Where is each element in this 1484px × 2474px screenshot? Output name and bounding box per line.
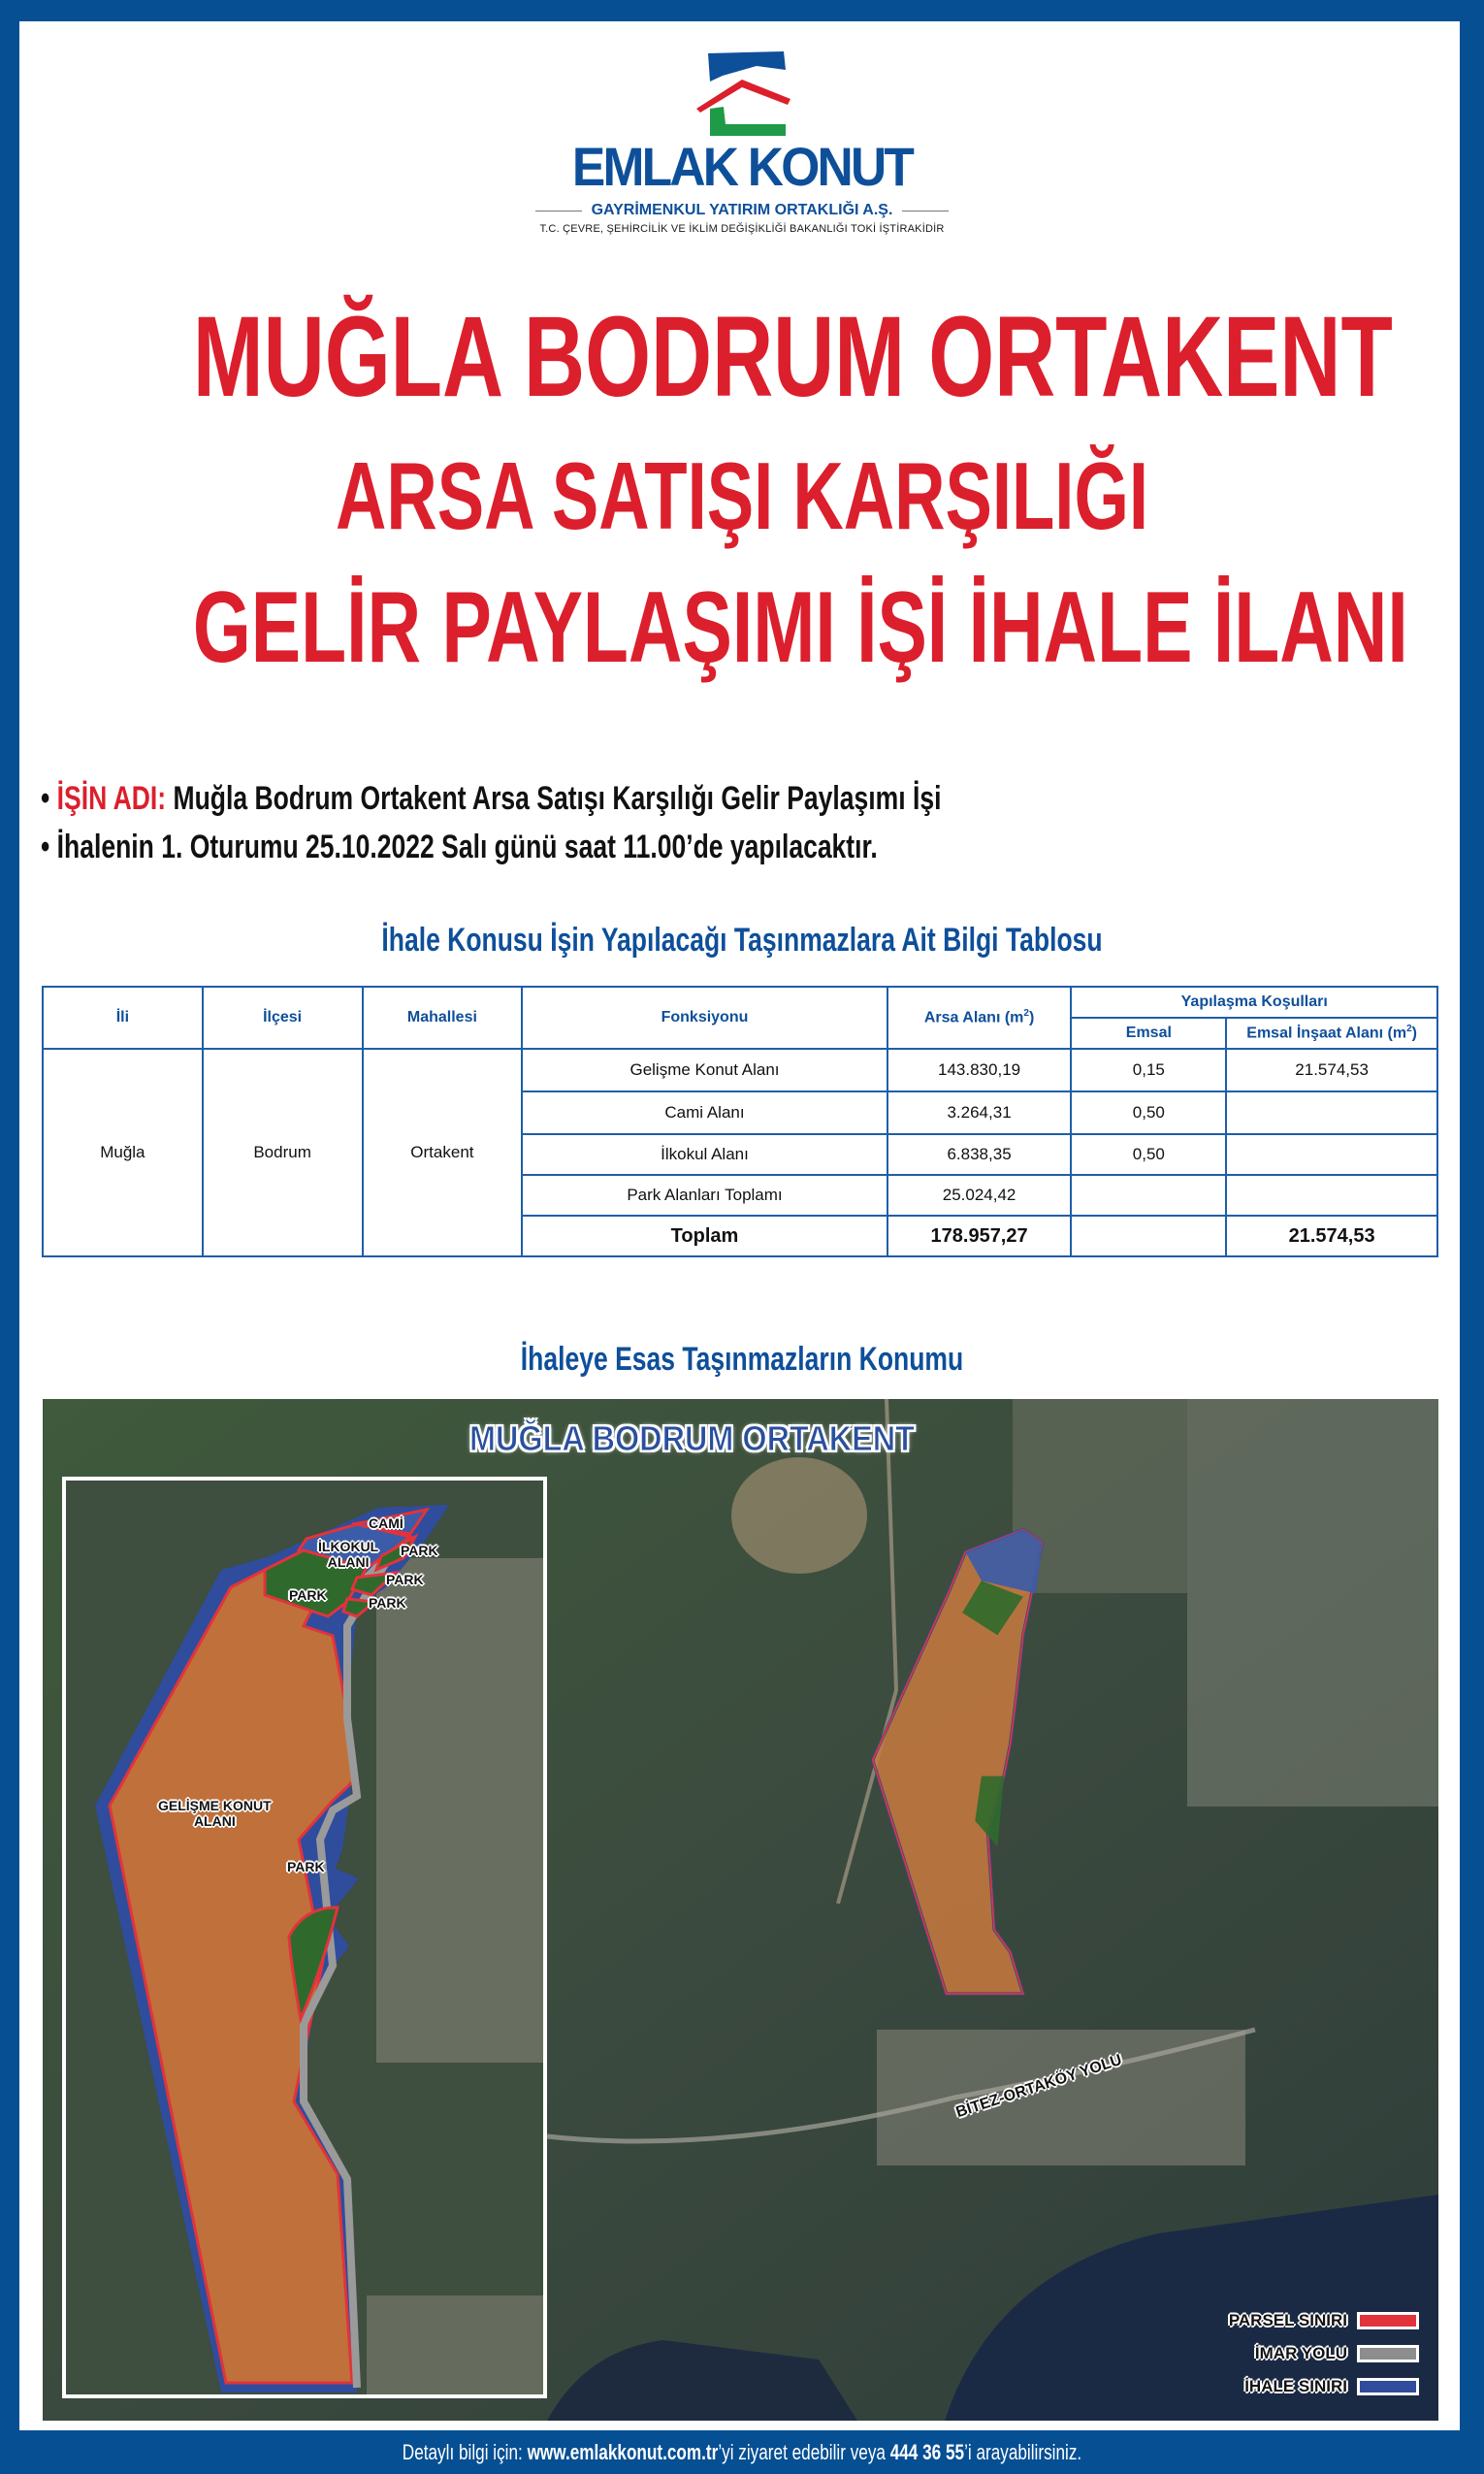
cell-emsal: 0,50: [1071, 1091, 1226, 1134]
label-park: PARK: [401, 1543, 438, 1558]
bullet-item: • İŞİN ADI: Muğla Bodrum Ortakent Arsa Satışı Karşılığı Gelir Paylaşımı İşi: [41, 780, 942, 817]
satellite-map: [43, 1399, 1438, 2421]
house-logo-icon: [669, 49, 815, 136]
headline-line-2: ARSA SATIŞI KARŞILIĞI: [335, 442, 1149, 549]
label-ilkokul-line1: İLKOKUL: [318, 1539, 379, 1554]
cell-emsal: [1071, 1175, 1226, 1216]
label-park: PARK: [369, 1595, 406, 1611]
header-emsal-insaat-text: Emsal İnşaat Alanı (m: [1246, 1025, 1407, 1042]
cell-emsal-insaat: [1226, 1091, 1437, 1134]
label-ilkokul: [318, 1539, 378, 1570]
legend-item: [1196, 2370, 1419, 2403]
header-arsa-alani-text: Arsa Alanı (m: [923, 1009, 1024, 1026]
divider: [535, 211, 582, 212]
headline-line-3: GELİR PAYLAŞIMI İŞİ İHALE İLANI: [192, 571, 1408, 684]
cell-arsa-alani: 143.830,19: [887, 1049, 1072, 1091]
label-cami: CAMİ: [369, 1515, 403, 1531]
legend-label: İMAR YOLU: [1254, 2344, 1347, 2362]
header-il: İli: [43, 987, 203, 1049]
header-fonksiyon: Fonksiyonu: [522, 987, 887, 1049]
cell-il: Muğla: [43, 1049, 203, 1256]
bullet-text: Muğla Bodrum Ortakent Arsa Satışı Karşılığı Gelir Paylaşımı İşi: [173, 780, 942, 817]
brand-name: EMLAK KONUT: [571, 136, 913, 197]
inset-map-drawing: [66, 1481, 543, 2394]
cell-emsal: 0,50: [1071, 1134, 1226, 1175]
superscript: 2: [1023, 1008, 1029, 1020]
property-info-table: [42, 986, 1438, 1257]
divider: [902, 211, 949, 212]
bullet-list: [41, 774, 941, 871]
footer-middle: ’yi ziyaret edebilir veya: [718, 2440, 890, 2464]
road-label: BİTEZ-ORTAKÖY YOLU: [953, 2051, 1124, 2122]
brand-subtitle: GAYRİMENKUL YATIRIM ORTAKLIĞI A.Ş.: [591, 202, 893, 218]
cell-total-emsal-insaat: 21.574,53: [1226, 1216, 1437, 1256]
label-gelisme-line1: GELİŞME KONUT: [158, 1798, 272, 1813]
legend-label: İHALE SINIRI: [1244, 2377, 1347, 2395]
cell-fonksiyon: Park Alanları Toplamı: [522, 1175, 887, 1216]
bullet-text: İhalenin 1. Oturumu 25.10.2022 Salı günü saat 11.00’de yapılacaktır.: [56, 829, 878, 865]
footer-prefix: Detaylı bilgi için:: [402, 2440, 528, 2464]
header-emsal: Emsal: [1071, 1018, 1226, 1049]
cell-emsal-insaat: [1226, 1175, 1437, 1216]
cell-arsa-alani: 3.264,31: [887, 1091, 1072, 1134]
header-yapilasma: Yapılaşma Koşulları: [1071, 987, 1437, 1018]
cell-emsal-insaat: 21.574,53: [1226, 1049, 1437, 1091]
cell-emsal-insaat: [1226, 1134, 1437, 1175]
brand-subtitle-row: [0, 202, 1484, 219]
cell-arsa-alani: 6.838,35: [887, 1134, 1072, 1175]
cell-total-label: Toplam: [522, 1216, 887, 1256]
paren: ): [1411, 1025, 1417, 1042]
footer-suffix: ’i arayabilirsiniz.: [964, 2440, 1082, 2464]
bullet-label: İŞİN ADI:: [56, 780, 167, 817]
headline-line-1: MUĞLA BODRUM ORTAKENT: [192, 293, 1393, 421]
label-ilkokul-line2: ALANI: [327, 1554, 370, 1570]
header-arsa-alani: [887, 987, 1072, 1049]
label-park: PARK: [386, 1572, 424, 1587]
header-mahalle: Mahallesi: [363, 987, 523, 1049]
cell-emsal: 0,15: [1071, 1049, 1226, 1091]
cell-total-arsa: 178.957,27: [887, 1216, 1072, 1256]
legend-label: PARSEL SINIRI: [1228, 2311, 1347, 2329]
footer-contact: [163, 2440, 1320, 2465]
inset-detail-map: [62, 1477, 547, 2398]
table-heading: İhale Konusu İşin Yapılacağı Taşınmazlara Ait Bilgi Tablosu: [381, 922, 1103, 959]
label-park: PARK: [289, 1587, 327, 1603]
map-title: MUĞLA BODRUM ORTAKENT: [469, 1418, 915, 1458]
map-heading: İhaleye Esas Taşınmazların Konumu: [520, 1341, 964, 1378]
emlak-konut-logo: [0, 49, 1484, 235]
cell-fonksiyon: İlkokul Alanı: [522, 1134, 887, 1175]
table-row: [43, 1049, 1437, 1091]
label-park: PARK: [287, 1859, 325, 1874]
header-ilce: İlçesi: [203, 987, 363, 1049]
cell-ilce: Bodrum: [203, 1049, 363, 1256]
cell-mahalle: Ortakent: [363, 1049, 523, 1256]
label-gelisme-konut: [158, 1798, 272, 1829]
cell-total-emsal: [1071, 1216, 1226, 1256]
cell-arsa-alani: 25.024,42: [887, 1175, 1072, 1216]
label-gelisme-line2: ALANI: [193, 1813, 236, 1829]
brand-affiliation: T.C. ÇEVRE, ŞEHİRCİLİK VE İKLİM DEĞİŞİKLİĞİ BAKANLIĞI TOKİ İŞTİRAKİDİR: [539, 223, 945, 235]
website-link[interactable]: www.emlakkonut.com.tr: [527, 2440, 719, 2464]
legend-swatch-red: [1357, 2312, 1419, 2329]
superscript: 2: [1406, 1024, 1412, 1035]
legend-swatch-blue: [1357, 2378, 1419, 2395]
legend-swatch-grey: [1357, 2345, 1419, 2362]
map-legend: [1196, 2304, 1419, 2403]
header-emsal-insaat: [1226, 1018, 1437, 1049]
legend-item: [1196, 2304, 1419, 2337]
cell-fonksiyon: Gelişme Konut Alanı: [522, 1049, 887, 1091]
legend-item: [1196, 2337, 1419, 2370]
phone-number[interactable]: 444 36 55: [889, 2440, 965, 2464]
bullet-item: • İhalenin 1. Oturumu 25.10.2022 Salı günü saat 11.00’de yapılacaktır.: [41, 829, 878, 865]
paren: ): [1028, 1009, 1035, 1026]
cell-fonksiyon: Cami Alanı: [522, 1091, 887, 1134]
